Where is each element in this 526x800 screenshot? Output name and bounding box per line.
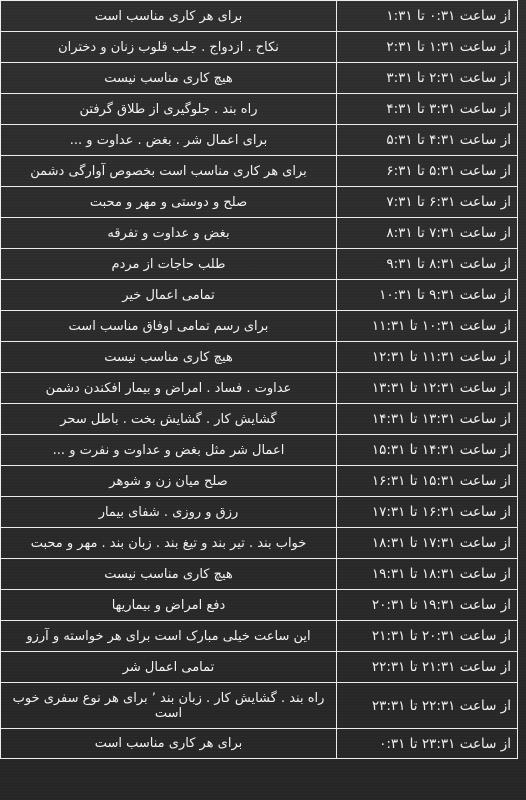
table-row — [1, 280, 518, 311]
time-cell: از ساعت ۲۰:۳۱ تا ۲۱:۳۱ — [337, 621, 518, 652]
time-cell: از ساعت ۱۲:۳۱ تا ۱۳:۳۱ — [337, 373, 518, 404]
description-cell: راه بند . جلوگیری از طلاق گرفتن — [1, 94, 337, 125]
table-row — [1, 1, 518, 32]
description-cell: صلح و دوستی و مهر و محبت — [1, 187, 337, 218]
table-row — [1, 63, 518, 94]
time-cell: از ساعت ۱۳:۳۱ تا ۱۴:۳۱ — [337, 404, 518, 435]
table-row — [1, 559, 518, 590]
description-cell: هیچ کاری مناسب نیست — [1, 342, 337, 373]
description-cell: خواب بند . تیر بند و تیغ بند . زبان بند . مهر و محبت — [1, 528, 337, 559]
description-cell: برای هر کاری مناسب است — [1, 1, 337, 32]
description-cell: دفع امراض و بیماریها — [1, 590, 337, 621]
description-cell: راه بند . گشایش کار . زبان بند ٬ برای هر نوع سفری خوب است — [1, 683, 337, 729]
table-row — [1, 187, 518, 218]
time-cell: از ساعت ۱۸:۳۱ تا ۱۹:۳۱ — [337, 559, 518, 590]
time-cell: از ساعت ۱۱:۳۱ تا ۱۲:۳۱ — [337, 342, 518, 373]
table-row — [1, 249, 518, 280]
time-cell: از ساعت ۱:۳۱ تا ۲:۳۱ — [337, 32, 518, 63]
time-cell: از ساعت ۱۶:۳۱ تا ۱۷:۳۱ — [337, 497, 518, 528]
table-row — [1, 683, 518, 729]
table-row — [1, 342, 518, 373]
table-row — [1, 652, 518, 683]
table-row — [1, 156, 518, 187]
time-cell: از ساعت ۹:۳۱ تا ۱۰:۳۱ — [337, 280, 518, 311]
description-cell: برای هر کاری مناسب است — [1, 729, 337, 759]
time-cell: از ساعت ۶:۳۱ تا ۷:۳۱ — [337, 187, 518, 218]
description-cell: طلب حاجات از مردم — [1, 249, 337, 280]
description-cell: رزق و روزی . شفای بیمار — [1, 497, 337, 528]
description-cell: هیچ کاری مناسب نیست — [1, 559, 337, 590]
description-cell: برای رسم تمامی اوفاق مناسب است — [1, 311, 337, 342]
table-row — [1, 621, 518, 652]
table-row — [1, 729, 518, 759]
time-cell: از ساعت ۵:۳۱ تا ۶:۳۱ — [337, 156, 518, 187]
time-cell: از ساعت ۱۴:۳۱ تا ۱۵:۳۱ — [337, 435, 518, 466]
description-cell: گشایش کار . گشایش بخت . باطل سحر — [1, 404, 337, 435]
time-cell: از ساعت ۴:۳۱ تا ۵:۳۱ — [337, 125, 518, 156]
table-row — [1, 435, 518, 466]
time-cell: از ساعت ۲۱:۳۱ تا ۲۲:۳۱ — [337, 652, 518, 683]
time-cell: از ساعت ۰:۳۱ تا ۱:۳۱ — [337, 1, 518, 32]
table-row — [1, 125, 518, 156]
table-row — [1, 590, 518, 621]
time-cell: از ساعت ۷:۳۱ تا ۸:۳۱ — [337, 218, 518, 249]
description-cell: هیچ کاری مناسب نیست — [1, 63, 337, 94]
description-cell: نکاح . ازدواج . جلب قلوب زنان و دختران — [1, 32, 337, 63]
time-cell: از ساعت ۲:۳۱ تا ۳:۳۱ — [337, 63, 518, 94]
time-cell: از ساعت ۱۵:۳۱ تا ۱۶:۳۱ — [337, 466, 518, 497]
time-cell: از ساعت ۲۳:۳۱ تا ۰:۳۱ — [337, 729, 518, 759]
time-cell: از ساعت ۱۰:۳۱ تا ۱۱:۳۱ — [337, 311, 518, 342]
time-cell: از ساعت ۸:۳۱ تا ۹:۳۱ — [337, 249, 518, 280]
table-row — [1, 218, 518, 249]
description-cell: عداوت . فساد . امراض و بیمار افکندن دشمن — [1, 373, 337, 404]
description-cell: برای هر کاری مناسب است بخصوص آوارگی دشمن — [1, 156, 337, 187]
table-row — [1, 528, 518, 559]
table-row — [1, 311, 518, 342]
description-cell: تمامی اعمال شر — [1, 652, 337, 683]
table-row — [1, 466, 518, 497]
description-cell: این ساعت خیلی مبارک است برای هر خواسته و آرزو — [1, 621, 337, 652]
time-cell: از ساعت ۲۲:۳۱ تا ۲۳:۳۱ — [337, 683, 518, 729]
table-row — [1, 404, 518, 435]
description-cell: تمامی اعمال خیر — [1, 280, 337, 311]
description-cell: برای اعمال شر . بغض . عداوت و ... — [1, 125, 337, 156]
time-cell: از ساعت ۳:۳۱ تا ۴:۳۱ — [337, 94, 518, 125]
time-cell: از ساعت ۱۷:۳۱ تا ۱۸:۳۱ — [337, 528, 518, 559]
table-row — [1, 497, 518, 528]
time-cell: از ساعت ۱۹:۳۱ تا ۲۰:۳۱ — [337, 590, 518, 621]
description-cell: صلح میان زن و شوهر — [1, 466, 337, 497]
description-cell: بغض و عداوت و تفرقه — [1, 218, 337, 249]
table-row — [1, 373, 518, 404]
table-row — [1, 32, 518, 63]
description-cell: اعمال شر مثل بغض و عداوت و نفرت و ... — [1, 435, 337, 466]
table-row — [1, 94, 518, 125]
